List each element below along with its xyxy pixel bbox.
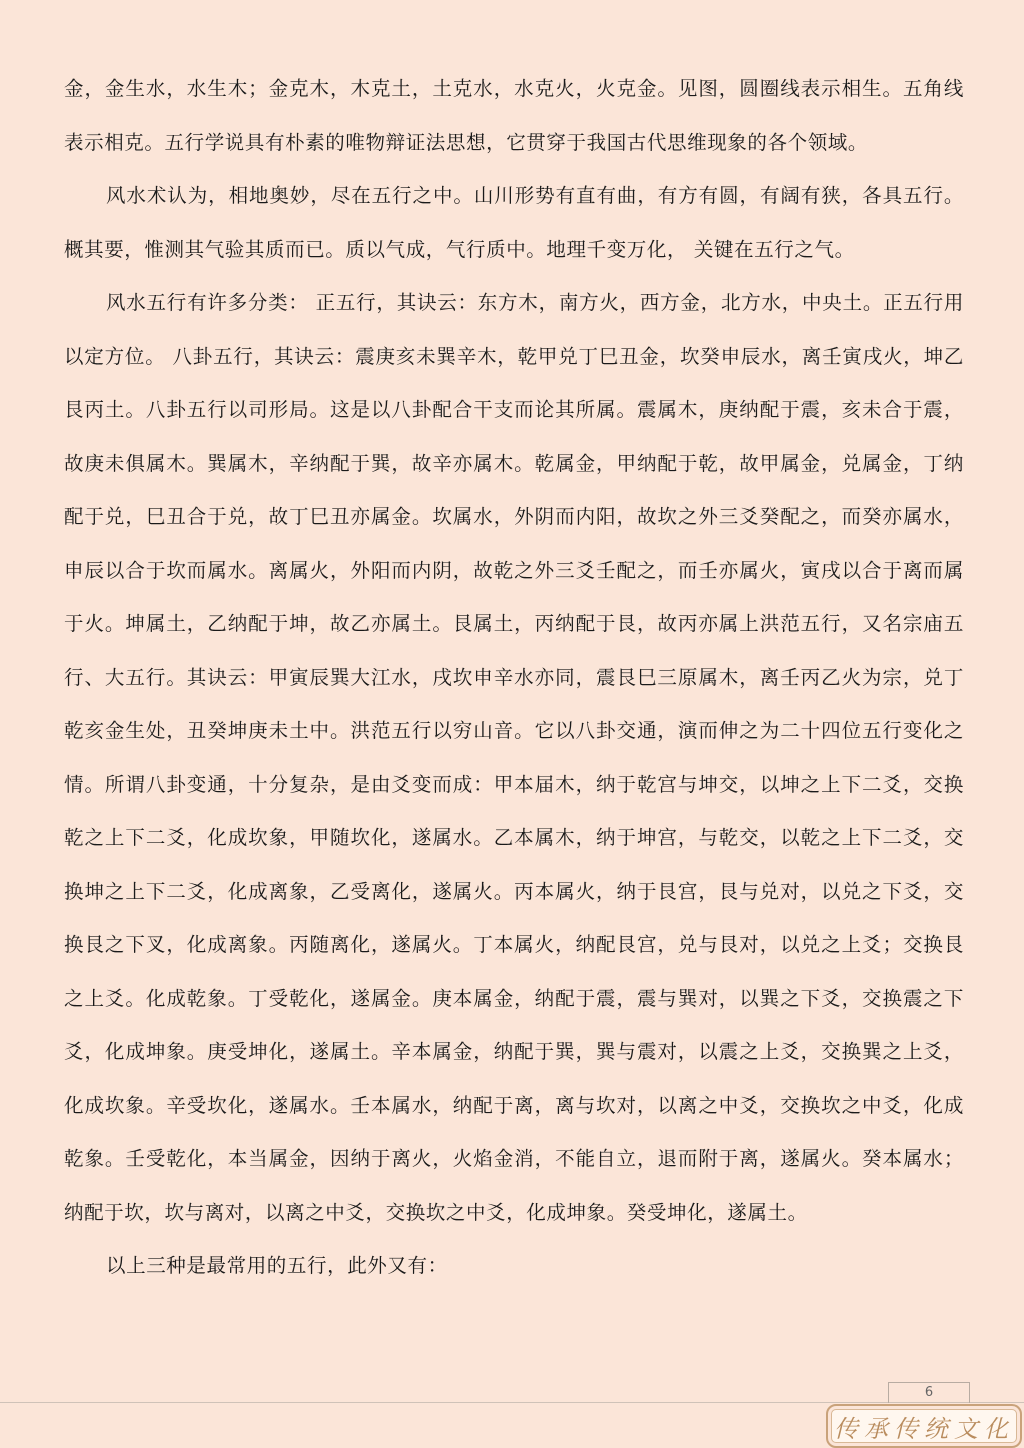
brand-seal-lettering: 传承传统文化 [834, 1414, 1014, 1443]
footer-divider [0, 1402, 1024, 1403]
brand-seal-logo [826, 1404, 1022, 1448]
paragraph-3: 风水五行有许多分类： 正五行，其诀云：东方木，南方火，西方金，北方水，中央土。正五行用以定方位。 八卦五行，其诀云：震庚亥未巽辛木，乾甲兑丁巳丑金，坎癸申辰水，离壬寅戌火，坤乙艮丙土。八卦五行以司形局。这是以八卦配合干支而论其所属。震属木，庚纳配于震，亥未合于震，故庚未俱属木。巽属木，辛纳配于巽，故辛亦属木。乾属金，甲纳配于乾，故甲属金，兑属金，丁纳配于兑，巳丑合于兑，故丁巳丑亦属金。坎属水，外阴而内阳，故坎之外三爻癸配之，而癸亦属水，申辰以合于坎而属水。离属火，外阳而内阴，故乾之外三爻壬配之，而壬亦属火，寅戌以合于离而属于火。坤属土，乙纳配于坤，故乙亦属土。艮属土，丙纳配于艮，故丙亦属上洪范五行，又名宗庙五行、大五行。其诀云：甲寅辰巽大江水，戌坎申辛水亦同，震艮巳三原属木，离壬丙乙火为宗，兑丁乾亥金生处，丑癸坤庚未土中。洪范五行以穷山音。它以八卦交通，演而伸之为二十四位五行变化之情。所谓八卦变通，十分复杂，是由爻变而成：甲本届木，纳于乾宫与坤交，以坤之上下二爻，交换乾之上下二爻，化成坎象，甲随坎化，遂属水。乙本属木，纳于坤宫，与乾交，以乾之上下二爻，交换坤之上下二爻，化成离象，乙受离化，遂属火。丙本属火，纳于艮宫，艮与兑对，以兑之下爻，交换艮之下叉，化成离象。丙随离化，遂属火。丁本属火，纳配艮宫，兑与艮对，以兑之上爻；交换艮之上爻。化成乾象。丁受乾化，遂属金。庚本属金，纳配于震，震与巽对，以巽之下爻，交换震之下爻，化成坤象。庚受坤化，遂属土。辛本属金，纳配于巽，巽与震对，以震之上爻，交换巽之上爻，化成坎象。辛受坎化，遂属水。壬本属水，纳配于离，离与坎对，以离之中爻，交换坎之中爻，化成乾象。壬受乾化，本当属金，因纳于离火，火焰金消，不能自立，退而附于离，遂属火。癸本属水；纳配于坎，坎与离对，以离之中爻，交换坎之中爻，化成坤象。癸受坤化，遂属土。 [64, 291, 964, 1224]
paragraph-2: 风水术认为，相地奥妙，尽在五行之中。山川形势有直有曲，有方有圆，有阔有狭，各具五行。概其要，惟测其气验其质而已。质以气成，气行质中。地理千变万化， 关键在五行之气。 [64, 184, 964, 261]
document-body [64, 62, 964, 1293]
paragraph-1: 金，金生水，水生木；金克木，木克土，土克水，水克火，火克金。见图，圆圈线表示相生。五角线表示相克。五行学说具有朴素的唯物辩证法思想，它贯穿于我国古代思维现象的各个领域。 [64, 77, 964, 154]
page-number: 6 [888, 1382, 970, 1403]
paragraph-4: 以上三种是最常用的五行，此外又有： [106, 1254, 448, 1277]
